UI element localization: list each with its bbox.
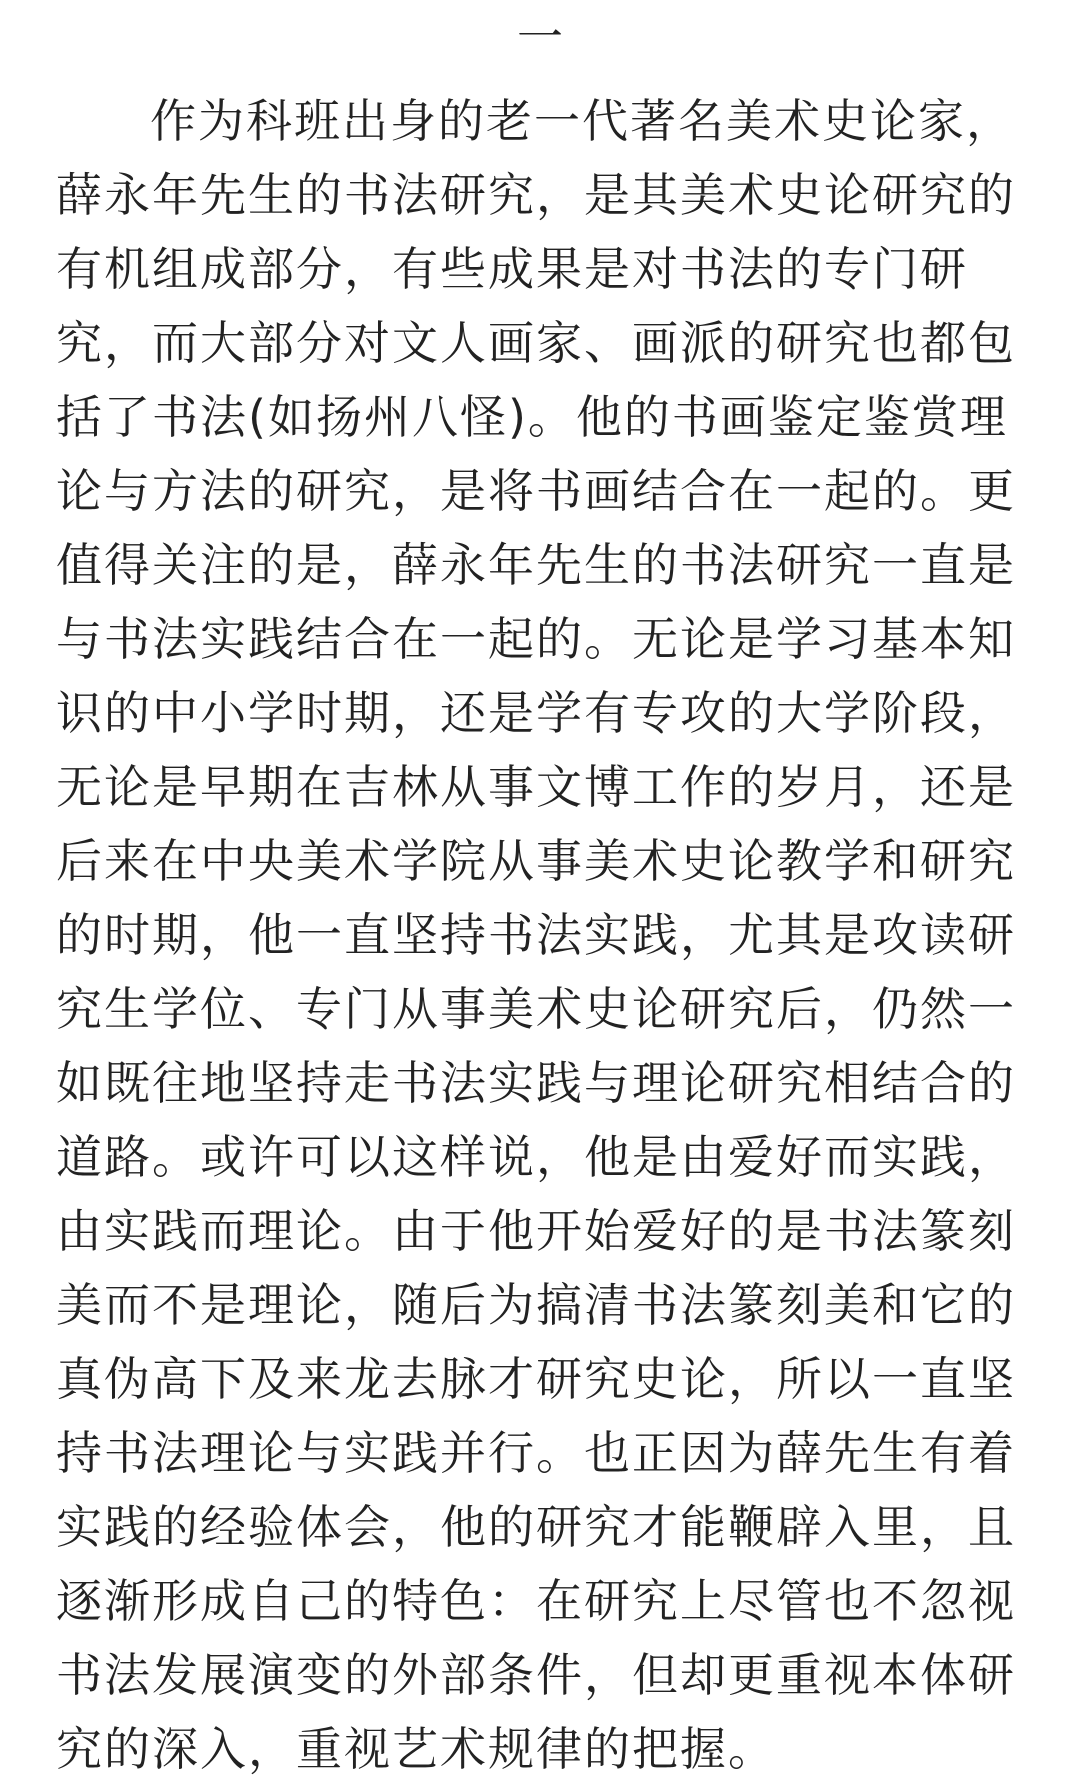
paragraph-line: 后来在中央美术学院从事美术史论教学和研究 (56, 834, 1016, 888)
paragraph-line: 真伪高下及来龙去脉才研究史论，所以一直坚 (56, 1352, 1016, 1406)
paragraph-line: 与书法实践结合在一起的。无论是学习基本知 (56, 612, 1016, 666)
paragraph-line: 识的中小学时期，还是学有专攻的大学阶段， (56, 686, 1016, 740)
paragraph-line: 实践的经验体会，他的研究才能鞭辟入里，且 (56, 1500, 1016, 1554)
paragraph-line: 由实践而理论。由于他开始爱好的是书法篆刻 (56, 1204, 1016, 1258)
paragraph-line: 的时期，他一直坚持书法实践，尤其是攻读研 (56, 908, 1016, 962)
section-number: 一 (517, 10, 563, 64)
paragraph-line: 持书法理论与实践并行。也正因为薛先生有着 (56, 1426, 1016, 1480)
paragraph-line: 有机组成部分，有些成果是对书法的专门研 (56, 242, 968, 296)
paragraph-line: 书法发展演变的外部条件，但却更重视本体研 (56, 1648, 1016, 1702)
paragraph-line: 论与方法的研究，是将书画结合在一起的。更 (56, 464, 1016, 518)
paragraph-line: 道路。或许可以这样说，他是由爱好而实践， (56, 1130, 1016, 1184)
paragraph-line: 逐渐形成自己的特色：在研究上尽管也不忽视 (56, 1574, 1016, 1628)
paragraph-line: 无论是早期在吉林从事文博工作的岁月，还是 (56, 760, 1016, 814)
paragraph-line: 究的深入，重视艺术规律的把握。 (56, 1722, 776, 1776)
paragraph-line: 究，而大部分对文人画家、画派的研究也都包 (56, 316, 1016, 370)
paragraph-line: 美而不是理论，随后为搞清书法篆刻美和它的 (56, 1278, 1016, 1332)
article-paragraph (0, 84, 1080, 1786)
paragraph-line: 薛永年先生的书法研究，是其美术史论研究的 (56, 168, 1016, 222)
paragraph-line: 括了书法(如扬州八怪)。他的书画鉴定鉴赏理 (56, 390, 1008, 444)
paragraph-line: 作为科班出身的老一代著名美术史论家， (150, 94, 1014, 148)
paragraph-line: 究生学位、专门从事美术史论研究后，仍然一 (56, 982, 1016, 1036)
paragraph-line: 值得关注的是，薛永年先生的书法研究一直是 (56, 538, 1016, 592)
paragraph-line: 如既往地坚持走书法实践与理论研究相结合的 (56, 1056, 1016, 1110)
